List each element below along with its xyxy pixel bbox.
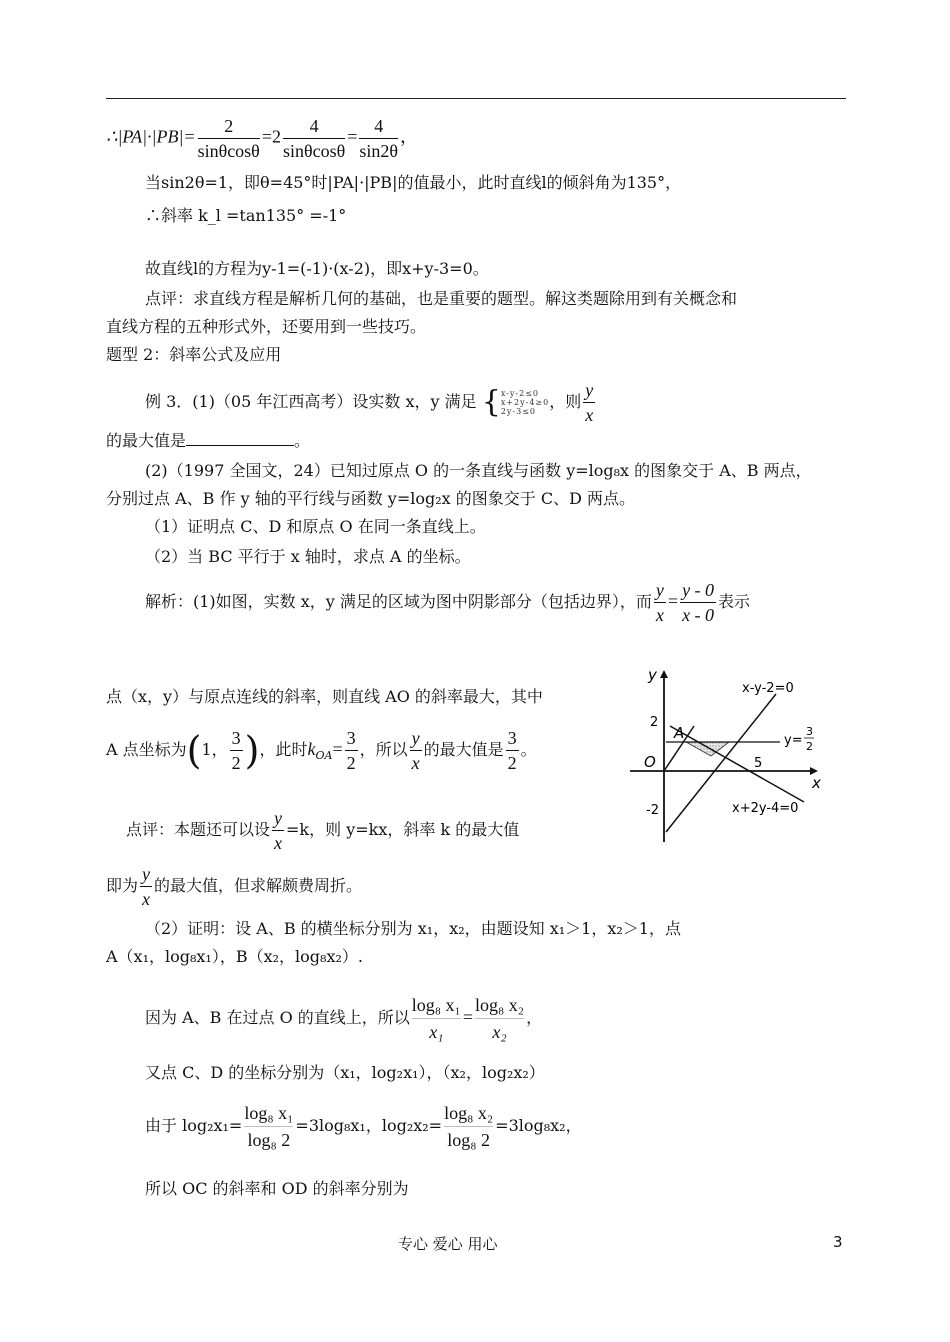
feasible-region xyxy=(686,742,729,756)
frac-den: x xyxy=(142,889,151,909)
frac-num: log₈ x₁ xyxy=(244,1100,293,1127)
fraction xyxy=(444,1100,493,1153)
text: 点评：本题还可以设 xyxy=(126,820,271,839)
page-number: 3 xyxy=(833,1233,843,1251)
slope-subscript: OA xyxy=(315,749,333,762)
fraction xyxy=(345,726,358,775)
label-line-3: x+2y-4=0 xyxy=(732,801,799,816)
frac-den: x₂ xyxy=(492,1022,507,1042)
text-line: ∴斜率 k_l =tan135° =-1° xyxy=(145,206,347,225)
frac-num: 2 xyxy=(198,114,260,139)
region-figure xyxy=(628,664,824,844)
text: 因为 A、B 在过点 O 的直线上，所以 xyxy=(145,1008,410,1027)
text-line: （1）证明点 C、D 和原点 O 在同一条直线上。 xyxy=(145,517,486,536)
comment-line xyxy=(126,806,519,855)
comment-line xyxy=(106,862,362,911)
constraint: x+2y-4≥0 xyxy=(500,398,550,407)
proof-line xyxy=(145,1100,582,1153)
constraint-system xyxy=(501,389,549,416)
text: 。 xyxy=(294,431,311,450)
frac-num: y xyxy=(140,862,152,887)
label-line-1: x-y-2=0 xyxy=(742,681,794,696)
text: 解析：(1)如图，实数 x，y 满足的区域为图中阴影部分（包括边界），而 xyxy=(145,592,652,611)
frac-den: sin2θ xyxy=(359,141,399,161)
fraction xyxy=(244,1100,293,1153)
eq-sign: = xyxy=(347,126,358,147)
frac-num: y - 0 xyxy=(680,578,716,603)
eq-sign: = xyxy=(332,739,343,759)
proof-line xyxy=(145,992,542,1045)
header-rule xyxy=(106,98,846,99)
constraint: x-y-2≤0 xyxy=(500,389,539,398)
frac-num: y xyxy=(583,378,595,403)
frac-den: x xyxy=(274,833,283,853)
fraction xyxy=(475,992,524,1045)
label-minus-2: -2 xyxy=(646,803,659,818)
text: =3log₈x₁，log₂x₂= xyxy=(295,1116,443,1135)
frac-den: 2 xyxy=(346,753,356,773)
equation-pa-pb xyxy=(106,114,418,163)
fraction xyxy=(272,806,284,855)
fraction xyxy=(410,726,422,775)
example-3 xyxy=(145,378,597,427)
slope-symbol: k xyxy=(307,739,316,759)
frac-num: 3 xyxy=(506,726,519,751)
text: 的最大值是 xyxy=(106,431,187,450)
fraction xyxy=(140,862,152,911)
frac-den: x - 0 xyxy=(682,605,715,625)
fraction xyxy=(680,578,716,627)
frac-den: sinθcosθ xyxy=(282,141,346,161)
text-line xyxy=(106,430,310,452)
text: 1， xyxy=(201,740,228,759)
text: 的最大值，但求解颇费周折。 xyxy=(154,876,363,895)
text: 。 xyxy=(520,740,537,759)
frac-den: sinθcosθ xyxy=(197,141,260,161)
frac-num: y xyxy=(654,578,666,603)
frac-num: log₈ x₂ xyxy=(444,1100,493,1127)
text: =k，则 y=kx，斜率 k 的最大值 xyxy=(286,820,520,839)
fraction xyxy=(654,578,666,627)
footer-center: 专心 爱心 用心 xyxy=(398,1235,498,1253)
frac-num: 3 xyxy=(230,726,243,751)
label-y: y xyxy=(648,666,657,684)
frac-den: x xyxy=(585,405,594,425)
ex3-prefix: 例 3．(1)（05 年江西高考）设实数 x，y 满足 xyxy=(145,392,477,411)
fraction xyxy=(412,992,461,1045)
text: ， xyxy=(526,1008,543,1027)
text: 由于 log₂x₁= xyxy=(145,1116,243,1135)
text: ，此时 xyxy=(259,740,308,759)
eq-sign: = xyxy=(667,591,679,611)
label-line-2-den: 2 xyxy=(806,740,813,753)
label-5: 5 xyxy=(754,756,763,771)
brace-icon: { xyxy=(481,384,501,420)
frac-num: y xyxy=(410,726,422,751)
frac-den: x xyxy=(411,753,420,773)
text-line: 又点 C、D 的坐标分别为（x₁，log₂x₁），（x₂，log₂x₂） xyxy=(145,1063,545,1082)
text-line: （2）证明：设 A、B 的横坐标分别为 x₁，x₂，由题设知 x₁＞1，x₂＞1，点 xyxy=(145,919,681,938)
fraction xyxy=(506,726,519,775)
eq-suffix: ， xyxy=(400,126,419,147)
label-x: x xyxy=(812,774,821,792)
label-origin: O xyxy=(644,753,656,771)
text: 表示 xyxy=(718,592,751,611)
frac-num: log₈ x₂ xyxy=(475,992,524,1019)
frac-den: 2 xyxy=(231,753,241,773)
text-line: 点评：求直线方程是解析几何的基础，也是重要的题型。解这类题除用到有关概念和 xyxy=(145,289,738,308)
frac-num: 3 xyxy=(345,726,358,751)
eq-sign: = xyxy=(462,1007,473,1027)
region-graph xyxy=(628,664,824,844)
text: =3log₈x₂， xyxy=(495,1116,582,1135)
text: ，所以 xyxy=(359,740,408,759)
frac-num: y xyxy=(272,806,284,831)
text-line: 分别过点 A、B 作 y 轴的平行线与函数 y=log₂x 的图象交于 C、D 两点。 xyxy=(106,489,635,508)
solution-line-2 xyxy=(106,726,537,775)
frac-num: log₈ x₁ xyxy=(412,992,461,1019)
fraction xyxy=(583,378,595,427)
paren-icon: ) xyxy=(244,728,260,773)
y-axis-arrow-icon xyxy=(660,670,668,678)
text-line: （2）当 BC 平行于 x 轴时，求点 A 的坐标。 xyxy=(145,547,471,566)
text-line: 当sin2θ=1，即θ=45°时|PA|·|PB|的值最小，此时直线l的倾斜角为135°， xyxy=(145,173,682,192)
fraction xyxy=(359,114,398,163)
text: 即为 xyxy=(106,876,139,895)
label-point-a: A xyxy=(674,724,685,742)
text-line: 点（x，y）与原点连线的斜率，则直线 AO 的斜率最大，其中 xyxy=(106,687,543,706)
answer-blank xyxy=(186,431,294,446)
text-line: A（x₁，log₈x₁），B（x₂，log₈x₂）. xyxy=(106,947,363,966)
text: 的最大值是 xyxy=(423,740,504,759)
eq-mid: =2 xyxy=(261,126,281,147)
solution-line xyxy=(145,578,750,627)
label-2: 2 xyxy=(650,715,659,730)
fraction xyxy=(283,114,345,163)
frac-num: 4 xyxy=(283,114,345,139)
text: A 点坐标为 xyxy=(106,740,187,759)
frac-den: 2 xyxy=(507,753,517,773)
label-line-2: y= xyxy=(784,733,803,748)
text-line: (2)（1997 全国文，24）已知过原点 O 的一条直线与函数 y=log₈x 的图象交于 A、B 两点， xyxy=(145,461,812,480)
text-line: 故直线l的方程为y-1=(-1)·(x-2)，即x+y-3=0。 xyxy=(145,259,489,278)
paren-icon: ( xyxy=(186,728,202,773)
eq-prefix: ∴|PA|·|PB|= xyxy=(106,126,196,147)
text-line: 所以 OC 的斜率和 OD 的斜率分别为 xyxy=(145,1179,409,1198)
frac-den: x₁ xyxy=(429,1022,444,1042)
frac-den: x xyxy=(655,605,664,625)
constraint: 2y-3≤0 xyxy=(500,407,537,416)
fraction xyxy=(230,726,243,775)
frac-num: 4 xyxy=(359,114,398,139)
fraction xyxy=(198,114,260,163)
text-line: 直线方程的五种形式外，还要用到一些技巧。 xyxy=(106,317,427,336)
ex3-suffix: ，则 xyxy=(549,392,582,411)
frac-den: log₈ 2 xyxy=(247,1130,291,1150)
frac-den: log₈ 2 xyxy=(447,1130,491,1150)
section-heading: 题型 2：斜率公式及应用 xyxy=(106,345,282,364)
label-line-2-num: 3 xyxy=(806,725,813,738)
